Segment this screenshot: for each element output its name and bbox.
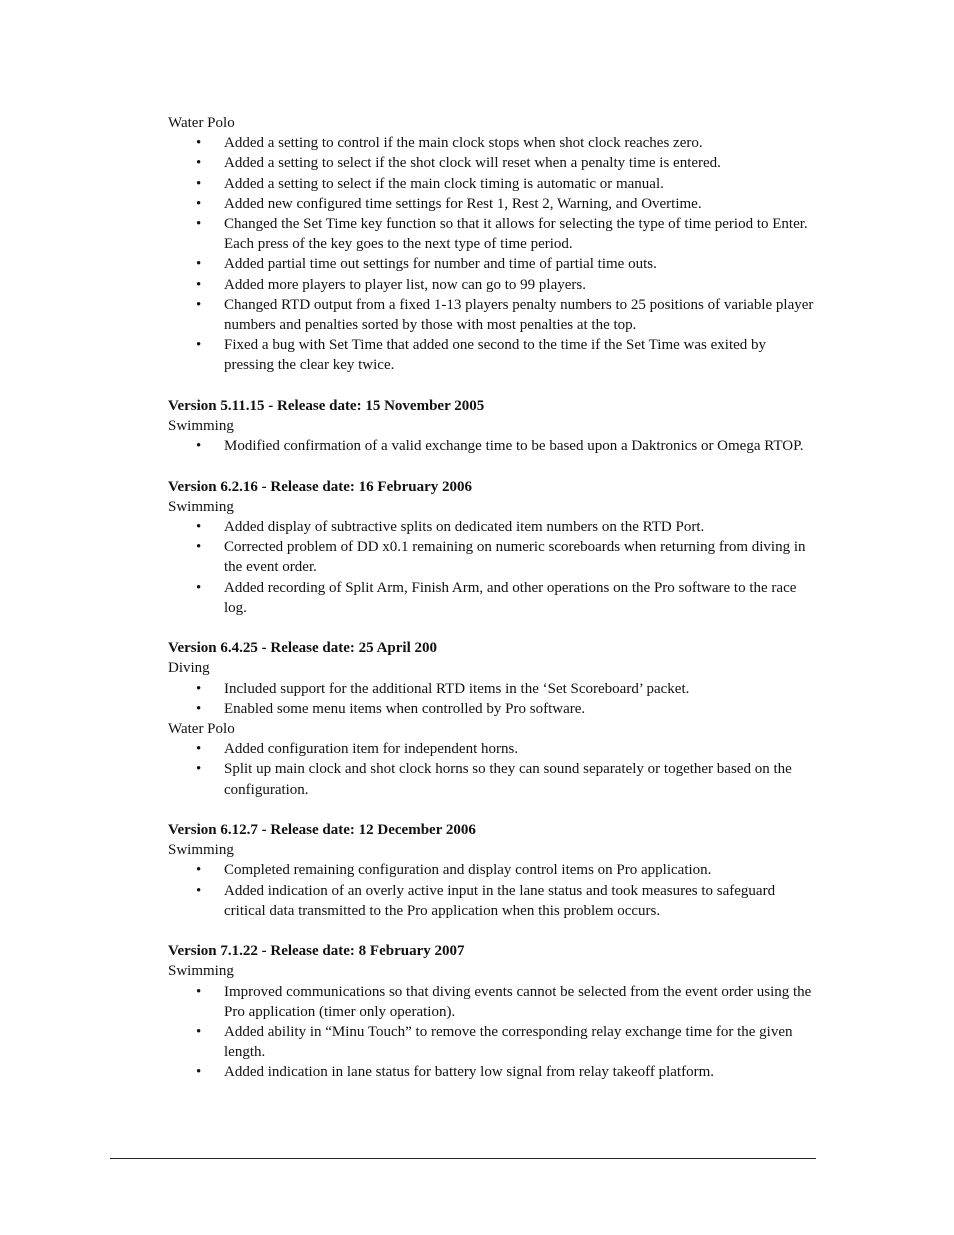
bullet-icon: • bbox=[196, 256, 202, 273]
change-item bbox=[168, 214, 818, 254]
bullet-icon: • bbox=[196, 862, 202, 879]
release-section bbox=[168, 941, 818, 1082]
footer-rule bbox=[110, 1158, 816, 1159]
change-item bbox=[168, 133, 818, 153]
bullet-icon: • bbox=[196, 175, 202, 192]
bullet-icon: • bbox=[196, 155, 202, 172]
change-list bbox=[168, 517, 818, 618]
bullet-icon: • bbox=[196, 195, 202, 212]
change-item-text: Added a setting to select if the shot clock will reset when a penalty time is entered. bbox=[224, 155, 721, 172]
bullet-icon: • bbox=[196, 983, 202, 1000]
change-item-text: Added a setting to select if the main clock timing is automatic or manual. bbox=[224, 175, 664, 192]
change-item-text: Added indication in lane status for battery low signal from relay takeoff platform. bbox=[224, 1064, 714, 1081]
bullet-icon: • bbox=[196, 761, 202, 778]
bullet-icon: • bbox=[196, 700, 202, 717]
bullet-icon: • bbox=[196, 276, 202, 293]
change-item bbox=[168, 153, 818, 173]
change-item bbox=[168, 1062, 818, 1082]
version-heading: Version 6.2.16 - Release date: 16 February 2006 bbox=[168, 478, 472, 495]
version-heading: Version 5.11.15 - Release date: 15 November 2005 bbox=[168, 397, 485, 414]
change-item bbox=[168, 295, 818, 335]
bullet-icon: • bbox=[196, 337, 202, 354]
release-notes bbox=[168, 113, 818, 1083]
release-section bbox=[168, 820, 818, 921]
change-item bbox=[168, 860, 818, 880]
version-heading: Version 6.12.7 - Release date: 12 December 2006 bbox=[168, 822, 476, 839]
change-item-text: Added indication of an overly active input in the lane status and took measures to safeguard critical data transmitted to the Pro application when this problem occurs. bbox=[224, 882, 776, 919]
bullet-icon: • bbox=[196, 1064, 202, 1081]
change-item-text: Added more players to player list, now can go to 99 players. bbox=[224, 276, 586, 293]
category-label: Diving bbox=[168, 660, 210, 677]
change-item-text: Changed the Set Time key function so that it allows for selecting the type of time period to Enter. Each press of the key goes to the next type of time period. bbox=[224, 216, 808, 253]
change-list bbox=[168, 982, 818, 1083]
change-item bbox=[168, 881, 818, 921]
change-item bbox=[168, 578, 818, 618]
bullet-icon: • bbox=[196, 680, 202, 697]
bullet-icon: • bbox=[196, 216, 202, 233]
version-heading: Version 6.4.25 - Release date: 25 April 200 bbox=[168, 640, 438, 657]
version-heading: Version 7.1.22 - Release date: 8 February 2007 bbox=[168, 943, 465, 960]
category-label: Swimming bbox=[168, 842, 234, 859]
change-item-text: Added display of subtractive splits on dedicated item numbers on the RTD Port. bbox=[224, 519, 705, 536]
change-item bbox=[168, 275, 818, 295]
change-item bbox=[168, 1022, 818, 1062]
change-item bbox=[168, 436, 818, 456]
release-section bbox=[168, 113, 818, 376]
category-label: Water Polo bbox=[168, 721, 235, 738]
bullet-icon: • bbox=[196, 1024, 202, 1041]
change-item-text: Improved communications so that diving events cannot be selected from the event order using the Pro application (timer only operation). bbox=[224, 983, 812, 1020]
change-item bbox=[168, 335, 818, 375]
bullet-icon: • bbox=[196, 135, 202, 152]
category-label: Water Polo bbox=[168, 115, 235, 131]
change-item bbox=[168, 739, 818, 759]
change-item-text: Added new configured time settings for Rest 1, Rest 2, Warning, and Overtime. bbox=[224, 195, 702, 212]
change-item-text: Added a setting to control if the main clock stops when shot clock reaches zero. bbox=[224, 135, 703, 152]
change-item bbox=[168, 537, 818, 577]
change-item bbox=[168, 699, 818, 719]
bullet-icon: • bbox=[196, 741, 202, 758]
bullet-icon: • bbox=[196, 882, 202, 899]
change-item-text: Added recording of Split Arm, Finish Arm, and other operations on the Pro software to the race log. bbox=[224, 579, 797, 616]
change-list bbox=[168, 436, 818, 456]
bullet-icon: • bbox=[196, 539, 202, 556]
change-item bbox=[168, 174, 818, 194]
change-item-text: Completed remaining configuration and display control items on Pro application. bbox=[224, 862, 712, 879]
bullet-icon: • bbox=[196, 579, 202, 596]
change-item bbox=[168, 982, 818, 1022]
release-section bbox=[168, 477, 818, 618]
change-item-text: Split up main clock and shot clock horns so they can sound separately or together based on the configuration. bbox=[224, 761, 792, 798]
bullet-icon: • bbox=[196, 438, 202, 455]
change-item-text: Included support for the additional RTD items in the ‘Set Scoreboard’ packet. bbox=[224, 680, 690, 697]
change-item bbox=[168, 679, 818, 699]
change-item-text: Added partial time out settings for number and time of partial time outs. bbox=[224, 256, 657, 273]
change-list bbox=[168, 739, 818, 800]
change-item-text: Modified confirmation of a valid exchange time to be based upon a Daktronics or Omega RTOP. bbox=[224, 438, 804, 455]
category-label: Swimming bbox=[168, 963, 234, 980]
change-item-text: Added ability in “Minu Touch” to remove the corresponding relay exchange time for the given length. bbox=[224, 1024, 793, 1061]
release-section bbox=[168, 396, 818, 457]
change-list bbox=[168, 860, 818, 921]
bullet-icon: • bbox=[196, 296, 202, 313]
change-list bbox=[168, 133, 818, 375]
category-label: Swimming bbox=[168, 498, 234, 515]
bullet-icon: • bbox=[196, 519, 202, 536]
change-item bbox=[168, 254, 818, 274]
change-item bbox=[168, 517, 818, 537]
change-item-text: Enabled some menu items when controlled by Pro software. bbox=[224, 700, 586, 717]
category-label: Swimming bbox=[168, 418, 234, 435]
release-section bbox=[168, 638, 818, 800]
change-item-text: Corrected problem of DD x0.1 remaining on numeric scoreboards when returning from diving in the event order. bbox=[224, 539, 806, 576]
change-item-text: Changed RTD output from a fixed 1-13 players penalty numbers to 25 positions of variable player numbers and penalties sorted by those with most penalties at the top. bbox=[224, 296, 814, 334]
change-item bbox=[168, 759, 818, 799]
change-item bbox=[168, 194, 818, 214]
change-list bbox=[168, 679, 818, 719]
change-item-text: Added configuration item for independent horns. bbox=[224, 741, 519, 758]
change-item-text: Fixed a bug with Set Time that added one second to the time if the Set Time was exited by pressing the clear key twice. bbox=[224, 337, 767, 374]
